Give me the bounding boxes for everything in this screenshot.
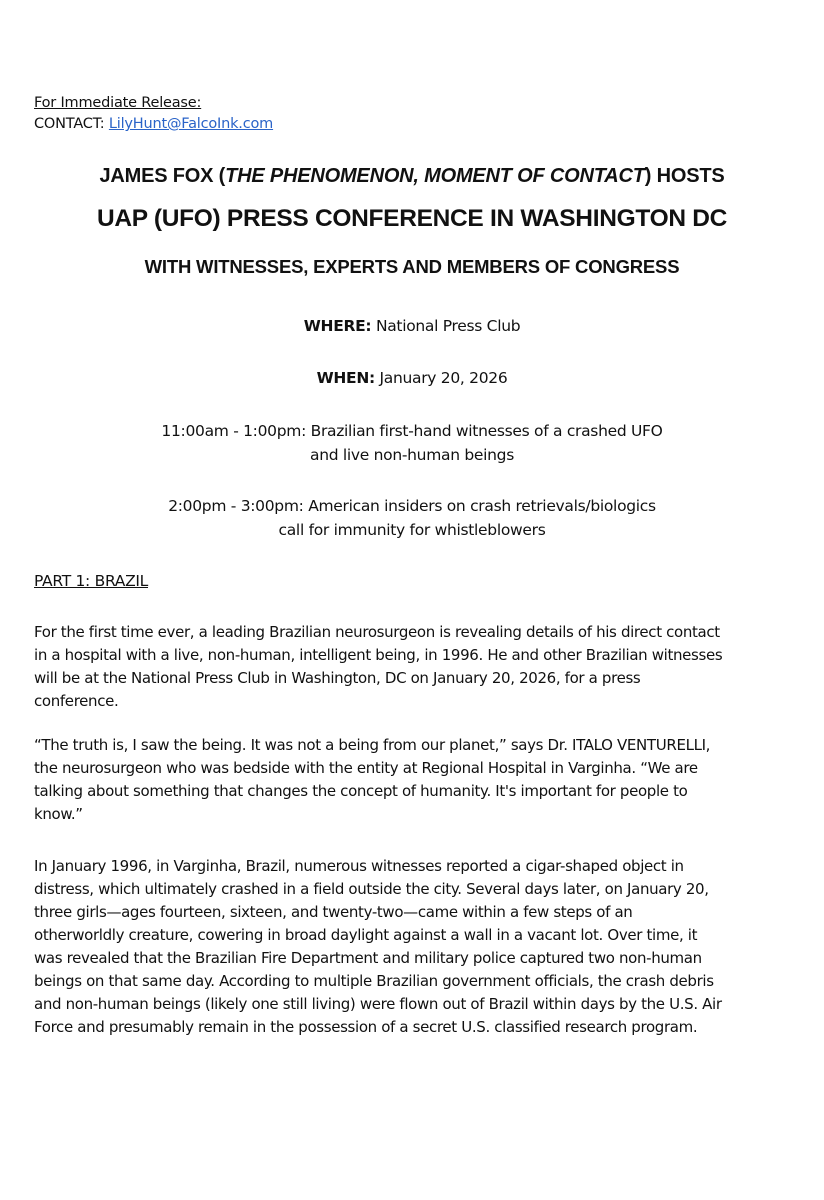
headline-line-1 (0, 165, 824, 188)
headline-film-titles: THE PHENOMENON, MOMENT OF CONTACT (225, 165, 645, 187)
paragraph-line: For the first time ever, a leading Brazilian neurosurgeon is revealing details of his direct contact (34, 623, 720, 641)
paragraph-1 (34, 621, 794, 713)
paragraph-line: talking about something that changes the concept of humanity. It's important for people to (34, 782, 688, 800)
headline-prefix: JAMES FOX ( (99, 165, 226, 187)
paragraph-line: otherworldly creature, cowering in broad daylight against a wall in a vacant lot. Over time, it (34, 926, 698, 944)
schedule-item-2-line-2: call for immunity for whistleblowers (278, 521, 546, 539)
schedule-item-1 (0, 419, 824, 467)
paragraph-line: will be at the National Press Club in Washington, DC on January 20, 2026, for a press (34, 669, 641, 687)
schedule-item-2-line-1: 2:00pm - 3:00pm: American insiders on crash retrievals/biologics (168, 497, 656, 515)
paragraph-line: “The truth is, I saw the being. It was not a being from our planet,” says Dr. ITALO VENTURELLI, (34, 736, 711, 754)
paragraph-line: know.” (34, 805, 83, 823)
schedule-item-2 (0, 494, 824, 542)
paragraph-line: In January 1996, in Varginha, Brazil, numerous witnesses reported a cigar-shaped object in (34, 857, 684, 875)
when-value: January 20, 2026 (374, 369, 508, 387)
where-value: National Press Club (371, 317, 521, 335)
immediate-release-label: For Immediate Release: (34, 95, 202, 111)
contact-label: CONTACT: (34, 116, 109, 132)
paragraph-2-quote (34, 734, 794, 826)
where-label: WHERE: (303, 317, 372, 335)
paragraph-line: beings on that same day. According to multiple Brazilian government officials, the crash debris (34, 972, 714, 990)
when-line (0, 366, 824, 390)
headline-line-3: WITH WITNESSES, EXPERTS AND MEMBERS OF CONGRESS (144, 256, 680, 277)
paragraph-line: distress, which ultimately crashed in a field outside the city. Several days later, on January 20, (34, 880, 709, 898)
where-line (0, 314, 824, 338)
paragraph-line: conference. (34, 692, 119, 710)
paragraph-3 (34, 855, 794, 1039)
paragraph-line: Force and presumably remain in the possession of a secret U.S. classified research program. (34, 1018, 698, 1036)
paragraph-line: was revealed that the Brazilian Fire Department and military police captured two non-human (34, 949, 702, 967)
schedule-item-1-line-1: 11:00am - 1:00pm: Brazilian first-hand witnesses of a crashed UFO (161, 422, 663, 440)
schedule-item-1-line-2: and live non-human beings (310, 446, 514, 464)
contact-email-link[interactable]: LilyHunt@FalcoInk.com (108, 116, 274, 132)
paragraph-line: the neurosurgeon who was bedside with the entity at Regional Hospital in Varginha. “We are (34, 759, 698, 777)
paragraph-line: three girls—ages fourteen, sixteen, and twenty-two—came within a few steps of an (34, 903, 633, 921)
headline-suffix: ) HOSTS (644, 165, 725, 187)
section-title-part-1: PART 1: BRAZIL (34, 572, 149, 590)
release-header (34, 93, 273, 135)
paragraph-line: in a hospital with a live, non-human, intelligent being, in 1996. He and other Brazilian witnesses (34, 646, 723, 664)
paragraph-line: and non-human beings (likely one still living) were flown out of Brazil within days by the U.S. Air (34, 995, 722, 1013)
contact-line (34, 114, 273, 135)
when-label: WHEN: (316, 369, 375, 387)
headline-line-2: UAP (UFO) PRESS CONFERENCE IN WASHINGTON DC (96, 205, 728, 232)
